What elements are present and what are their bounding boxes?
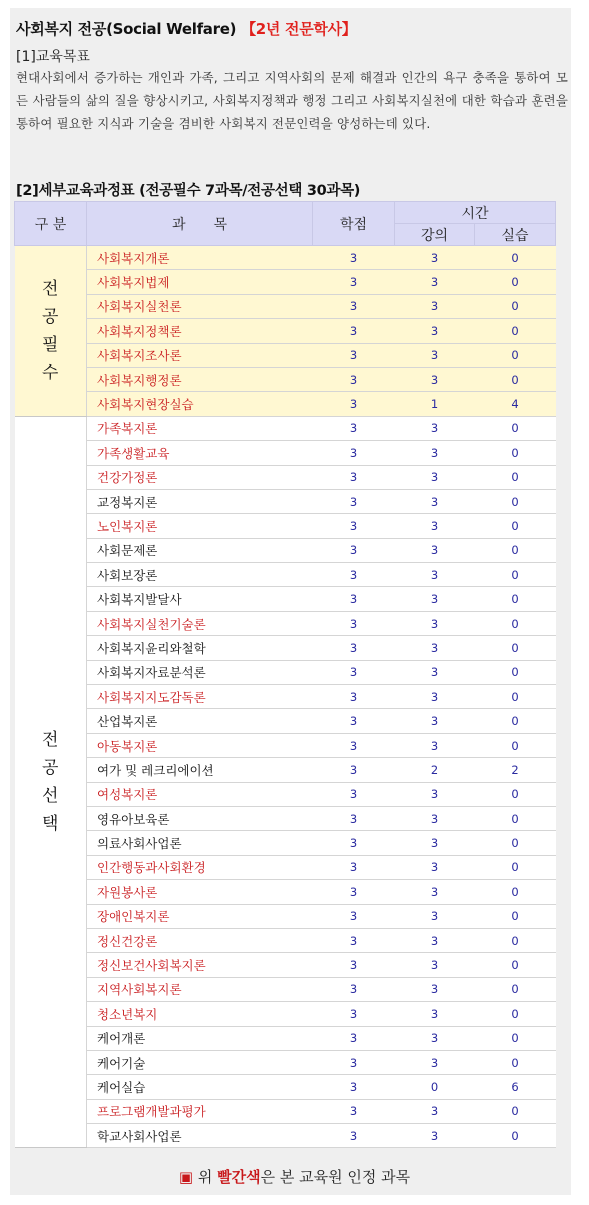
cell-credits: 3: [313, 709, 395, 733]
cell-practice: 0: [475, 514, 556, 538]
cell-lecture: 3: [395, 246, 475, 270]
curriculum-table: [14, 201, 556, 1148]
cell-credits: 3: [313, 392, 395, 416]
table-row: [15, 1124, 556, 1148]
cell-credits: 3: [313, 465, 395, 489]
cell-credits: 3: [313, 1099, 395, 1123]
cell-lecture: 3: [395, 270, 475, 294]
subject-name: 사회복지지도감독론: [87, 685, 313, 709]
subject-name: 정신건강론: [87, 928, 313, 952]
cell-lecture: 3: [395, 928, 475, 952]
cell-credits: 3: [313, 806, 395, 830]
cell-practice: 0: [475, 246, 556, 270]
subject-name: 프로그램개발과평가: [87, 1099, 313, 1123]
table-row: [15, 1026, 556, 1050]
subject-name: 노인복지론: [87, 514, 313, 538]
cell-lecture: 3: [395, 977, 475, 1001]
cell-credits: 3: [313, 782, 395, 806]
cell-lecture: 3: [395, 611, 475, 635]
cell-credits: 3: [313, 953, 395, 977]
cell-practice: 0: [475, 977, 556, 1001]
cell-practice: 0: [475, 831, 556, 855]
cell-practice: 0: [475, 660, 556, 684]
education-goal-heading: [1]교육목표: [16, 49, 90, 65]
subject-name: 아동복지론: [87, 733, 313, 757]
cell-lecture: 3: [395, 1099, 475, 1123]
header-practice: 실습: [475, 224, 556, 246]
table-row: [15, 587, 556, 611]
cell-practice: 0: [475, 636, 556, 660]
table-row: [15, 782, 556, 806]
cell-practice: 0: [475, 489, 556, 513]
subject-name: 케어기술: [87, 1050, 313, 1074]
table-row: [15, 319, 556, 343]
cell-credits: 3: [313, 685, 395, 709]
degree-label: 【2년 전문학사】: [241, 20, 357, 38]
table-row: [15, 733, 556, 757]
cell-lecture: 3: [395, 1026, 475, 1050]
cell-practice: 0: [475, 1002, 556, 1026]
cell-practice: 0: [475, 1124, 556, 1148]
table-row: [15, 538, 556, 562]
header-hours: 시간: [395, 202, 556, 224]
header-subject: 과 목: [87, 202, 313, 246]
page-title: [16, 18, 357, 39]
cell-credits: 3: [313, 294, 395, 318]
cell-lecture: 3: [395, 660, 475, 684]
curriculum-body: [15, 246, 556, 1148]
cell-practice: 4: [475, 392, 556, 416]
cell-lecture: 3: [395, 538, 475, 562]
table-row: [15, 1075, 556, 1099]
cell-credits: 3: [313, 367, 395, 391]
cell-lecture: 0: [395, 1075, 475, 1099]
cell-credits: 3: [313, 733, 395, 757]
cell-lecture: 3: [395, 343, 475, 367]
cell-credits: 3: [313, 246, 395, 270]
table-row: [15, 246, 556, 270]
table-row: [15, 416, 556, 440]
cell-practice: 0: [475, 953, 556, 977]
cell-practice: 0: [475, 855, 556, 879]
cell-lecture: 3: [395, 587, 475, 611]
cell-lecture: 3: [395, 465, 475, 489]
cell-credits: 3: [313, 1050, 395, 1074]
subject-name: 사회복지행정론: [87, 367, 313, 391]
cell-lecture: 3: [395, 1050, 475, 1074]
cell-credits: 3: [313, 319, 395, 343]
subject-name: 사회복지개론: [87, 246, 313, 270]
cell-practice: 0: [475, 367, 556, 391]
cell-lecture: 3: [395, 1002, 475, 1026]
table-row: [15, 367, 556, 391]
table-row: [15, 270, 556, 294]
table-row: [15, 953, 556, 977]
subject-name: 케어개론: [87, 1026, 313, 1050]
cell-lecture: 3: [395, 514, 475, 538]
subject-name: 정신보건사회복지론: [87, 953, 313, 977]
cell-practice: 0: [475, 806, 556, 830]
cell-credits: 3: [313, 416, 395, 440]
cell-credits: 3: [313, 611, 395, 635]
cell-practice: 0: [475, 928, 556, 952]
cell-lecture: 3: [395, 685, 475, 709]
cell-lecture: 3: [395, 782, 475, 806]
cell-lecture: 3: [395, 489, 475, 513]
cell-practice: 0: [475, 880, 556, 904]
cell-practice: 0: [475, 1099, 556, 1123]
cell-lecture: 3: [395, 1124, 475, 1148]
cell-lecture: 3: [395, 441, 475, 465]
table-row: [15, 709, 556, 733]
subject-name: 사회복지실천론: [87, 294, 313, 318]
table-row: [15, 489, 556, 513]
cell-lecture: 3: [395, 855, 475, 879]
group-label-elective: 전 공 선 택: [15, 416, 87, 1148]
table-row: [15, 928, 556, 952]
cell-credits: 3: [313, 538, 395, 562]
table-row: [15, 758, 556, 782]
cell-practice: 0: [475, 441, 556, 465]
cell-practice: 0: [475, 465, 556, 489]
subject-name: 청소년복지: [87, 1002, 313, 1026]
cell-practice: 0: [475, 709, 556, 733]
subject-name: 지역사회복지론: [87, 977, 313, 1001]
education-goal-text: 현대사회에서 증가하는 개인과 가족, 그리고 지역사회의 문제 해결과 인간의 욕구 충족을 통하여 모든 사람들의 삶의 질을 향상시키고, 사회복지정책과 행정 그리고 사회복지실천에 대한 학습과 훈련을 통하여 필요한 지식과 기술을 겸비한 사회복지 전문인력을 양성하는데 있다.: [16, 70, 568, 131]
table-row: [15, 1099, 556, 1123]
subject-name: 사회문제론: [87, 538, 313, 562]
subject-name: 사회복지발달사: [87, 587, 313, 611]
cell-practice: 0: [475, 270, 556, 294]
cell-lecture: 3: [395, 831, 475, 855]
cell-practice: 2: [475, 758, 556, 782]
cell-credits: 3: [313, 977, 395, 1001]
cell-lecture: 3: [395, 904, 475, 928]
subject-name: 영유아보육론: [87, 806, 313, 830]
subject-name: 자원봉사론: [87, 880, 313, 904]
subject-name: 의료사회사업론: [87, 831, 313, 855]
subject-name: 여성복지론: [87, 782, 313, 806]
cell-practice: 0: [475, 904, 556, 928]
table-row: [15, 441, 556, 465]
cell-credits: 3: [313, 880, 395, 904]
subject-name: 인간행동과사회환경: [87, 855, 313, 879]
subject-name: 가족복지론: [87, 416, 313, 440]
cell-lecture: 3: [395, 709, 475, 733]
cell-practice: 0: [475, 611, 556, 635]
subject-name: 사회보장론: [87, 563, 313, 587]
subject-name: 교정복지론: [87, 489, 313, 513]
header-lecture: 강의: [395, 224, 475, 246]
subject-name: 산업복지론: [87, 709, 313, 733]
cell-credits: 3: [313, 928, 395, 952]
cell-practice: 0: [475, 416, 556, 440]
subject-name: 사회복지조사론: [87, 343, 313, 367]
cell-credits: 3: [313, 904, 395, 928]
cell-credits: 3: [313, 489, 395, 513]
table-row: [15, 855, 556, 879]
cell-lecture: 1: [395, 392, 475, 416]
table-row: [15, 392, 556, 416]
table-row: [15, 1002, 556, 1026]
footnote: [0, 1166, 589, 1187]
cell-practice: 0: [475, 1050, 556, 1074]
cell-credits: 3: [313, 660, 395, 684]
cell-lecture: 3: [395, 636, 475, 660]
cell-lecture: 3: [395, 733, 475, 757]
group-label-required: 전 공 필 수: [15, 246, 87, 417]
table-row: [15, 685, 556, 709]
note-highlight: 빨간색: [217, 1168, 261, 1186]
cell-credits: 3: [313, 758, 395, 782]
cell-lecture: 3: [395, 319, 475, 343]
subject-name: 사회복지현장실습: [87, 392, 313, 416]
cell-credits: 3: [313, 831, 395, 855]
subject-name: 사회복지자료분석론: [87, 660, 313, 684]
subject-name: 사회복지법제: [87, 270, 313, 294]
cell-lecture: 3: [395, 806, 475, 830]
note-square-icon: ▣: [178, 1168, 194, 1186]
subject-name: 사회복지실천기술론: [87, 611, 313, 635]
cell-practice: 0: [475, 685, 556, 709]
cell-credits: 3: [313, 636, 395, 660]
table-row: [15, 294, 556, 318]
cell-lecture: 3: [395, 563, 475, 587]
cell-lecture: 3: [395, 880, 475, 904]
subject-name: 케어실습: [87, 1075, 313, 1099]
subject-name: 학교사회사업론: [87, 1124, 313, 1148]
cell-practice: 0: [475, 319, 556, 343]
cell-lecture: 2: [395, 758, 475, 782]
cell-practice: 0: [475, 733, 556, 757]
cell-lecture: 3: [395, 294, 475, 318]
cell-credits: 3: [313, 343, 395, 367]
subject-name: 사회복지정책론: [87, 319, 313, 343]
table-row: [15, 806, 556, 830]
cell-practice: 0: [475, 587, 556, 611]
table-row: [15, 343, 556, 367]
cell-credits: 3: [313, 270, 395, 294]
subject-name: 사회복지윤리와철학: [87, 636, 313, 660]
subject-name: 여가 및 레크리에이션: [87, 758, 313, 782]
cell-credits: 3: [313, 441, 395, 465]
table-row: [15, 636, 556, 660]
cell-credits: 3: [313, 855, 395, 879]
note-before: 위: [193, 1168, 218, 1186]
title-main: 사회복지 전공(Social Welfare): [16, 20, 237, 38]
table-row: [15, 880, 556, 904]
subject-name: 가족생활교육: [87, 441, 313, 465]
cell-practice: 6: [475, 1075, 556, 1099]
curriculum-heading: [2]세부교육과정표 (전공필수 7과목/전공선택 30과목): [16, 183, 361, 199]
cell-lecture: 3: [395, 367, 475, 391]
table-row: [15, 977, 556, 1001]
cell-practice: 0: [475, 563, 556, 587]
table-row: [15, 831, 556, 855]
cell-credits: 3: [313, 1026, 395, 1050]
table-row: [15, 660, 556, 684]
subject-name: 건강가정론: [87, 465, 313, 489]
cell-practice: 0: [475, 1026, 556, 1050]
cell-practice: 0: [475, 538, 556, 562]
header-credits: 학점: [313, 202, 395, 246]
cell-credits: 3: [313, 563, 395, 587]
cell-lecture: 3: [395, 953, 475, 977]
table-row: [15, 611, 556, 635]
cell-practice: 0: [475, 294, 556, 318]
cell-practice: 0: [475, 782, 556, 806]
subject-name: 장애인복지론: [87, 904, 313, 928]
cell-credits: 3: [313, 1124, 395, 1148]
cell-credits: 3: [313, 514, 395, 538]
table-row: [15, 465, 556, 489]
table-row: [15, 1050, 556, 1074]
header-category: 구 분: [15, 202, 87, 246]
cell-lecture: 3: [395, 416, 475, 440]
table-row: [15, 514, 556, 538]
note-after: 은 본 교육원 인정 과목: [260, 1168, 411, 1186]
cell-credits: 3: [313, 1002, 395, 1026]
cell-credits: 3: [313, 1075, 395, 1099]
table-row: [15, 904, 556, 928]
table-row: [15, 563, 556, 587]
cell-practice: 0: [475, 343, 556, 367]
cell-credits: 3: [313, 587, 395, 611]
